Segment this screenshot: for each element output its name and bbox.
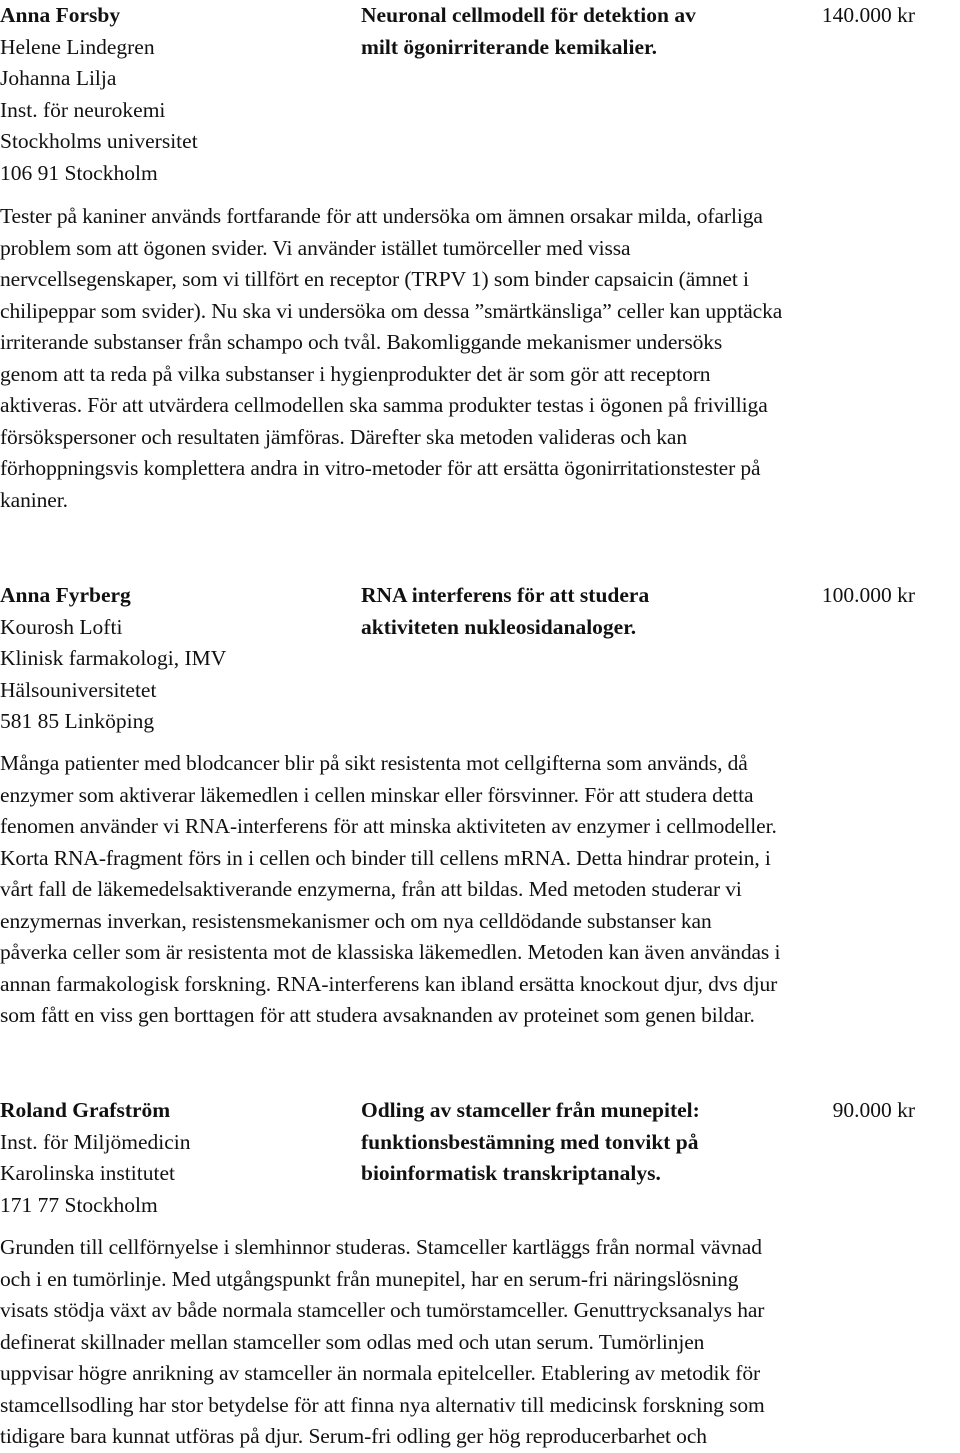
lead-author: Roland Grafström <box>0 1098 171 1122</box>
title-line: funktionsbestämning med tonvikt på <box>361 1129 699 1154</box>
project-abstract <box>0 1232 960 1453</box>
abstract-line: Många patienter med blodcancer blir på sikt resistenta mot cellgifterna som används, då <box>0 751 748 775</box>
abstract-line: nervcellsegenskaper, som vi tillfört en receptor (TRPV 1) som binder capsaicin (ämnet i <box>0 267 749 291</box>
abstract-line: som fått en viss gen borttagen för att studera avsaknanden av proteinet som genen bildar. <box>0 1003 755 1027</box>
title-line: Odling av stamceller från munepitel: <box>361 1098 700 1122</box>
lead-author: Anna Fyrberg <box>0 583 131 607</box>
title-line: RNA interferens för att studera <box>361 583 650 607</box>
abstract-line: Tester på kaniner används fortfarande för att undersöka om ämnen orsakar milda, ofarliga <box>0 204 763 228</box>
title-line: milt ögonirriterande kemikalier. <box>361 34 657 59</box>
department: Inst. för Miljömedicin <box>0 1129 191 1154</box>
abstract-line: genom att ta reda på vilka substanser i hygienprodukter det är som gör att receptorn <box>0 361 711 386</box>
abstract-line: aktiveras. För att utvärdera cellmodellen ska samma produkter testas i ögonen på frivilliga <box>0 393 768 417</box>
co-author: Helene Lindegren <box>0 34 155 59</box>
abstract-line: enzymer som aktiverar läkemedlen i cellen minskar eller försvinner. För att studera detta <box>0 782 754 807</box>
abstract-line: och i en tumörlinje. Med utgångspunkt från munepitel, har en serum-fri näringslösning <box>0 1266 739 1291</box>
grant-amount: 90.000 kr <box>832 1098 915 1122</box>
abstract-line: enzymernas inverkan, resistensmekanismer och om nya celldödande substanser kan <box>0 908 712 933</box>
abstract-line: irriterande substanser från schampo och tvål. Bakomliggande mekanismer undersöks <box>0 330 723 354</box>
abstract-line: Grunden till cellförnyelse i slemhinnor studeras. Stamceller kartläggs från normal vävnad <box>0 1235 762 1259</box>
abstract-line: kaniner. <box>0 487 68 512</box>
address: 171 77 Stockholm <box>0 1192 158 1217</box>
project-title <box>361 1095 771 1190</box>
abstract-line: uppvisar högre anrikning av stamceller än normala epitelceller. Etablering av metodik för <box>0 1361 761 1385</box>
abstract-line: definerat skillnader mellan stamceller som odlas med och utan serum. Tumörlinjen <box>0 1329 705 1354</box>
title-line: bioinformatisk transkriptanalys. <box>361 1161 661 1185</box>
address: 581 85 Linköping <box>0 709 155 733</box>
abstract-line: annan farmakologisk forskning. RNA-interferens kan ibland ersätta knockout djur, dvs djur <box>0 971 778 996</box>
abstract-line: fenomen använder vi RNA-interferens för att minska aktiviteten av enzymer i cellmodeller. <box>0 814 777 838</box>
co-author: Johanna Lilja <box>0 66 117 90</box>
author-block <box>0 580 350 738</box>
institution: Stockholms universitet <box>0 129 198 153</box>
department: Inst. för neurokemi <box>0 97 166 122</box>
abstract-line: chilipeppar som svider). Nu ska vi undersöka om dessa ”smärtkänsliga” celler kan upptäcka <box>0 298 783 323</box>
project-title <box>361 580 771 643</box>
grant-amount: 100.000 kr <box>821 583 915 607</box>
department: Klinisk farmakologi, IMV <box>0 646 227 670</box>
grant-amount: 140.000 kr <box>821 3 915 27</box>
lead-author: Anna Forsby <box>0 3 121 27</box>
title-line: aktiviteten nukleosidanaloger. <box>361 614 637 639</box>
co-author: Kourosh Lofti <box>0 614 123 639</box>
institution: Hälsouniversitetet <box>0 677 157 702</box>
author-block <box>0 1095 350 1221</box>
project-abstract <box>0 748 960 1032</box>
author-block <box>0 0 350 189</box>
title-line: Neuronal cellmodell för detektion av <box>361 3 696 27</box>
abstract-line: problem som att ögonen svider. Vi använder istället tumörceller med vissa <box>0 235 631 260</box>
abstract-line: stamcellsodling har stor betydelse för att finna nya alternativ till medicinsk forskning som <box>0 1392 765 1417</box>
abstract-line: visats stödja växt av både normala stamceller och tumörstamceller. Genuttrycksanalys har <box>0 1298 765 1322</box>
abstract-line: vårt fall de läkemedelsaktiverande enzymerna, från att bildas. Med metoden studerar vi <box>0 877 742 901</box>
abstract-line: försökspersoner och resultaten jämföras. Därefter ska metoden valideras och kan <box>0 424 687 449</box>
address: 106 91 Stockholm <box>0 160 158 185</box>
institution: Karolinska institutet <box>0 1161 175 1185</box>
project-abstract <box>0 201 960 516</box>
project-title <box>361 0 771 63</box>
abstract-line: förhoppningsvis komplettera andra in vitro-metoder för att ersätta ögonirritationstester på <box>0 456 761 480</box>
abstract-line: påverka celler som är resistenta mot de klassiska läkemedlen. Metoden kan även användas i <box>0 940 781 964</box>
abstract-line: tidigare bara kunnat utföras på djur. Serum-fri odling ger hög reproducerbarhet och <box>0 1424 707 1448</box>
abstract-line: Korta RNA-fragment förs in i cellen och binder till cellens mRNA. Detta hindrar protein, i <box>0 845 771 870</box>
